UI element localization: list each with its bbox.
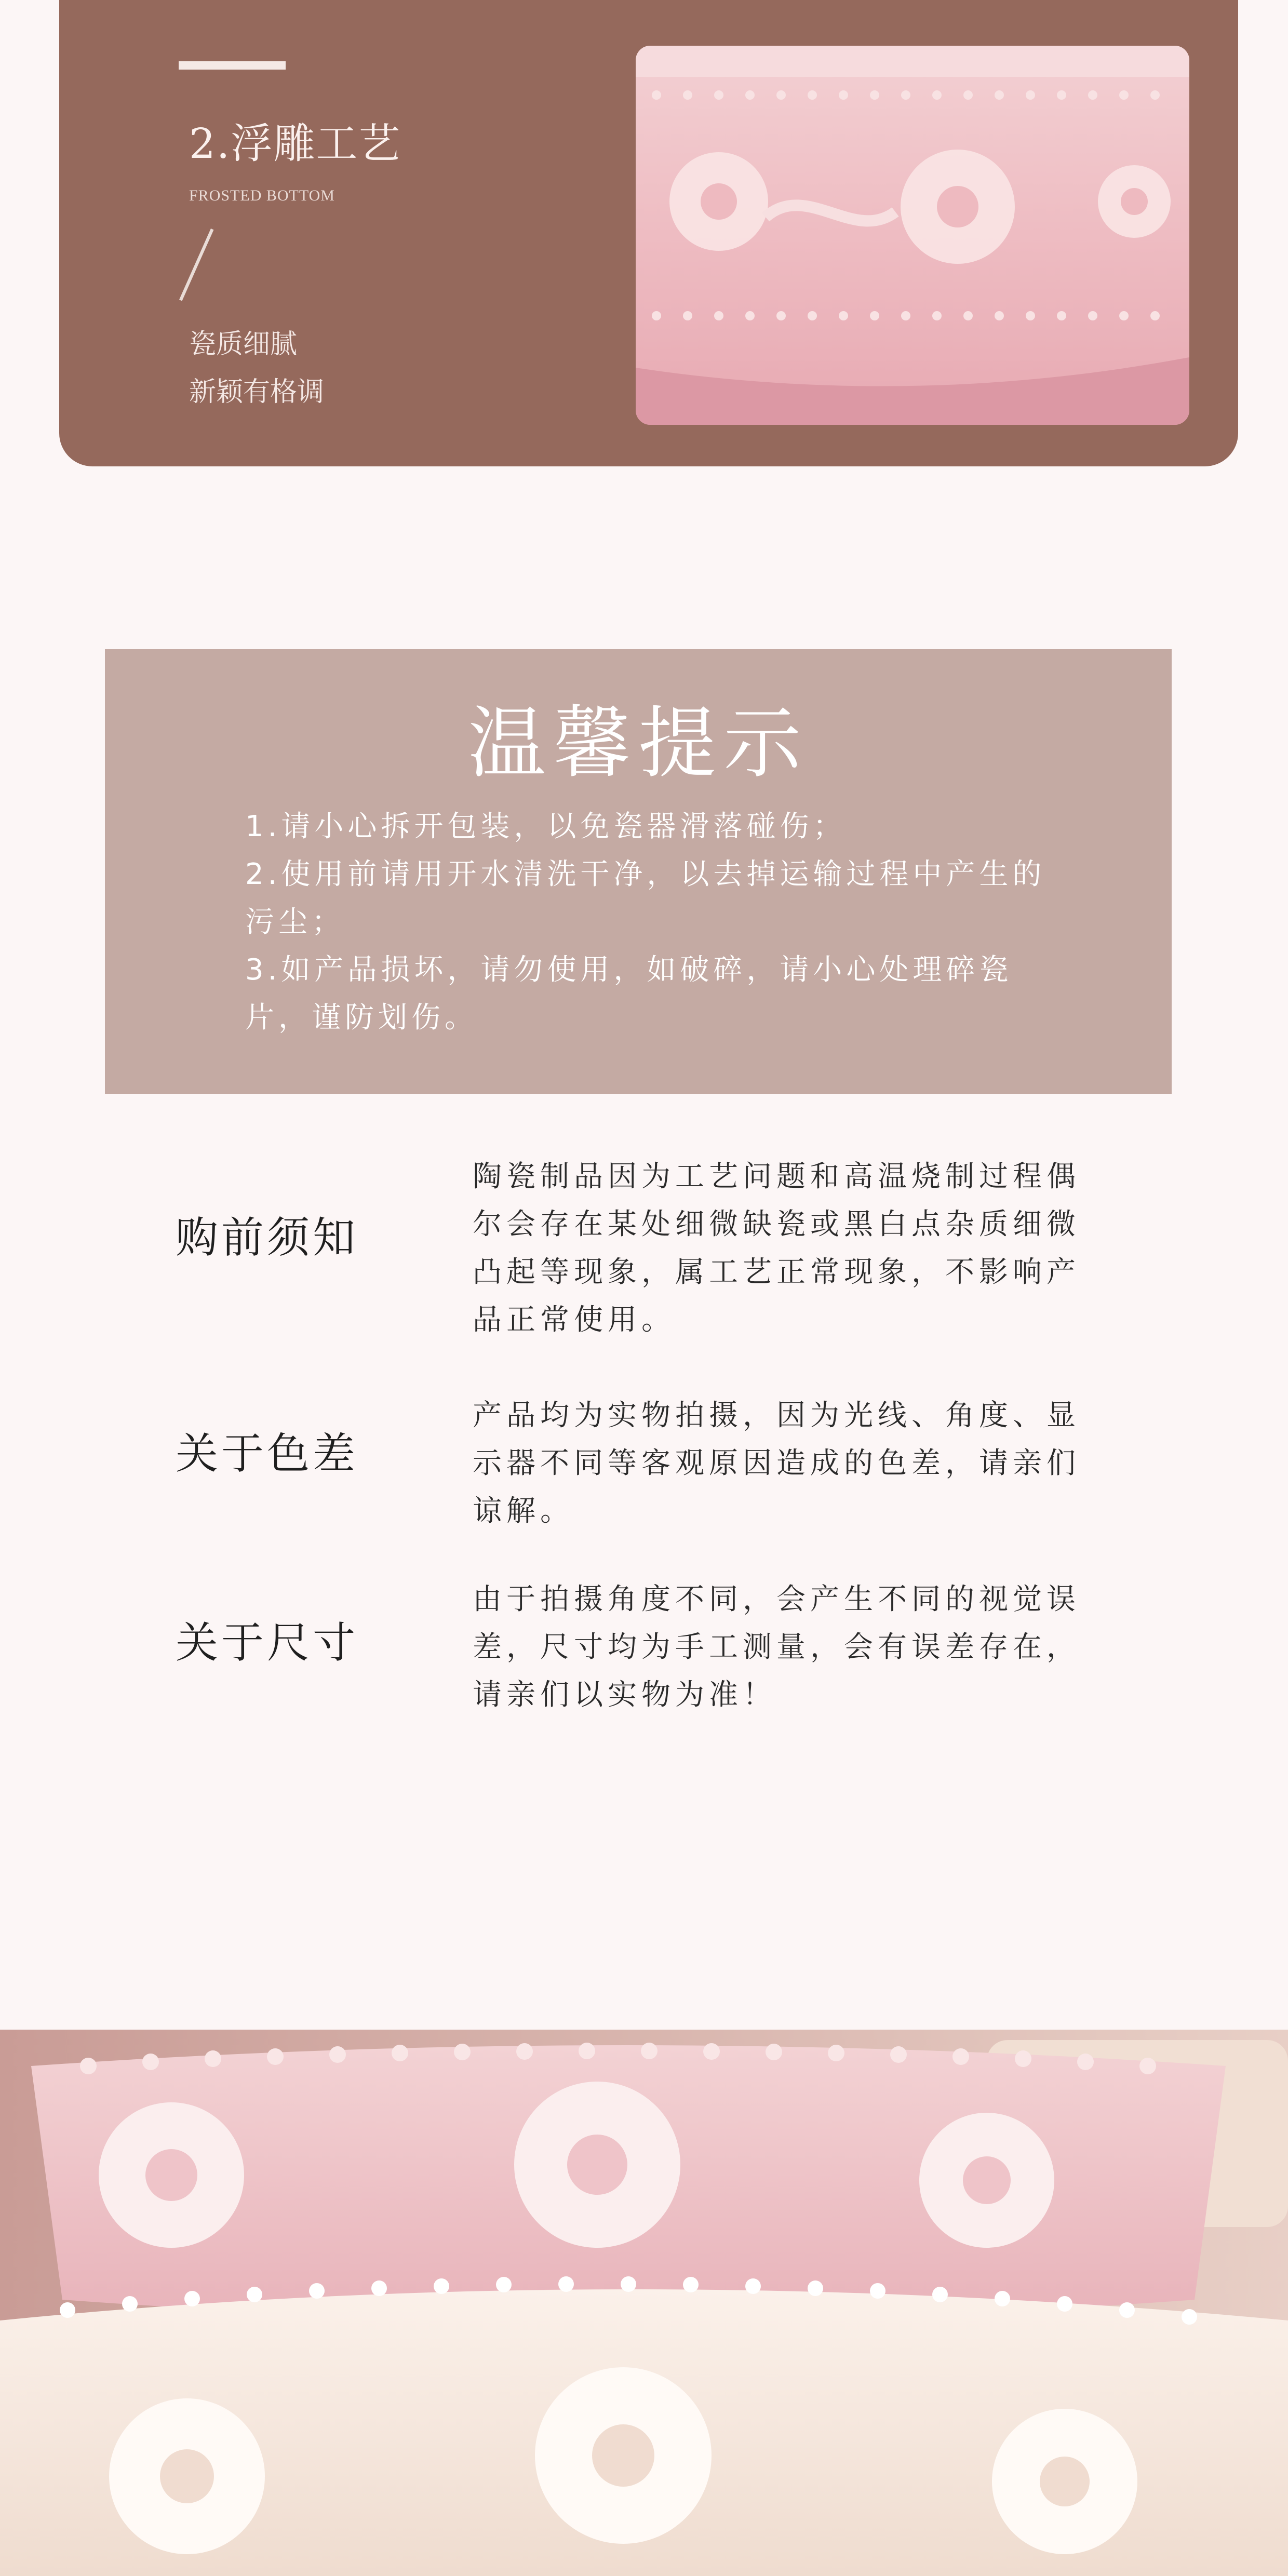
craft-desc-line2: 新颖有格调 [189, 377, 325, 408]
stacked-bowls-image [0, 2030, 1288, 2576]
notice-body-purchase: 陶瓷制品因为工艺问题和高温烧制过程偶尔会存在某处细微缺瓷或黑白点杂质细微凸起等现象，属工艺正常现象，不影响产品正常使用。 [473, 1160, 1080, 1337]
notice-heading-color: 关于色差 [176, 1429, 359, 1479]
tips-box [105, 649, 1172, 1094]
tips-title: 温馨提示 [467, 699, 809, 789]
craft-title: 2.浮雕工艺 [189, 119, 401, 168]
notice-body-size: 由于拍摄角度不同，会产生不同的视觉误差，尺寸均为手工测量，会有误差存在，请亲们以实物为准！ [473, 1582, 1080, 1712]
tip-item-1: 1.请小心拆开包装，以免瓷器滑落碰伤； [245, 810, 847, 843]
craft-card [59, 0, 1238, 466]
craft-desc-line1: 瓷质细腻 [189, 329, 298, 360]
tip-item-2: 2.使用前请用开水清洗干净，以去掉运输过程中产生的污尘； [245, 857, 1046, 939]
craft-subtitle: FROSTED BOTTOM [189, 187, 335, 204]
tip-item-3: 3.如产品损坏，请勿使用，如破碎，请小心处理碎瓷片，谨防划伤。 [245, 953, 1013, 1035]
notice-heading-purchase: 购前须知 [176, 1213, 359, 1263]
slash-divider [179, 229, 213, 301]
notice-body-color: 产品均为实物拍摄，因为光线、角度、显示器不同等客观原因造成的色差，请亲们谅解。 [473, 1399, 1080, 1528]
accent-bar [179, 61, 286, 70]
embossed-bowl-closeup-image [636, 46, 1189, 425]
notice-heading-size: 关于尺寸 [176, 1618, 359, 1668]
